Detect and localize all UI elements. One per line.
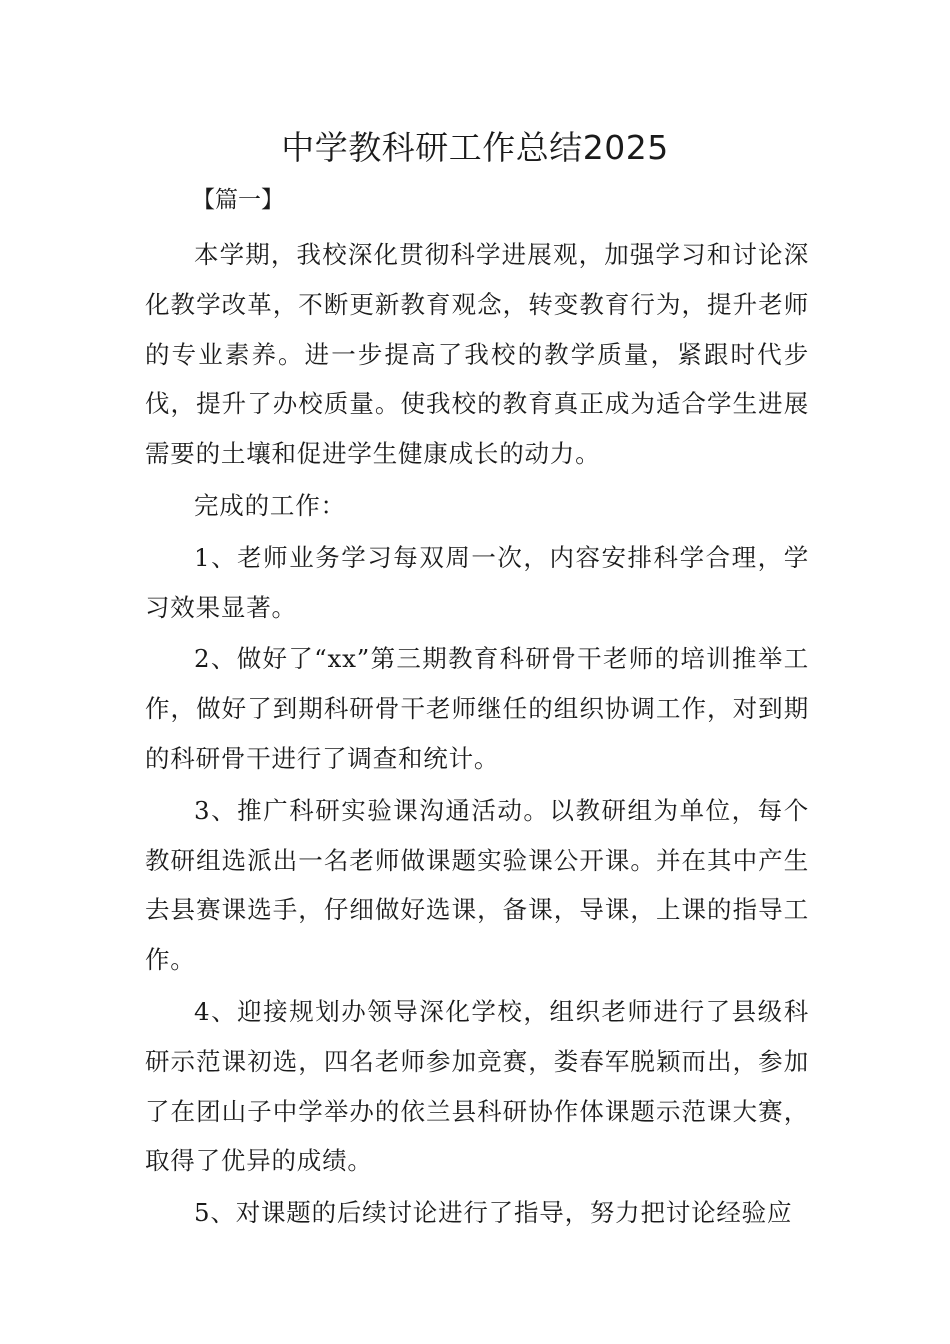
paragraph-item-3: 3、推广科研实验课沟通活动。以教研组为单位，每个教研组选派出一名老师做课题实验课公开课。并在其中产生去县赛课选手，仔细做好选课，备课，导课，上课的指导工作。 <box>145 795 809 975</box>
section-marker: 【篇一】 <box>192 187 284 213</box>
paragraph-item-2: 2、做好了“xx”第三期教育科研骨干老师的培训推举工作，做好了到期科研骨干老师继任的组织协调工作，对到期的科研骨干进行了调查和统计。 <box>145 644 809 773</box>
paragraph-completed-heading: 完成的工作： <box>194 490 346 520</box>
paragraph-item-5: 5、对课题的后续讨论进行了指导，努力把讨论经验应 <box>194 1198 793 1228</box>
paragraph-item-4: 4、迎接规划办领导深化学校，组织老师进行了县级科研示范课初选，四名老师参加竞赛，娄春军脱颖而出，参加了在团山子中学举办的依兰县科研协作体课题示范课大赛，取得了优异的成绩。 <box>145 996 809 1176</box>
paragraph-intro: 本学期，我校深化贯彻科学进展观，加强学习和讨论深化教学改革，不断更新教育观念，转变教育行为，提升老师的专业素养。进一步提高了我校的教学质量，紧跟时代步伐，提升了办校质量。使我校的教育真正成为适合学生进展需要的土壤和促进学生健康成长的动力。 <box>145 240 809 469</box>
document-body <box>145 230 809 1238</box>
document-title: 中学教科研工作总结2025 <box>281 128 669 167</box>
paragraph-item-1: 1、老师业务学习每双周一次，内容安排科学合理，学习效果显著。 <box>145 542 809 622</box>
